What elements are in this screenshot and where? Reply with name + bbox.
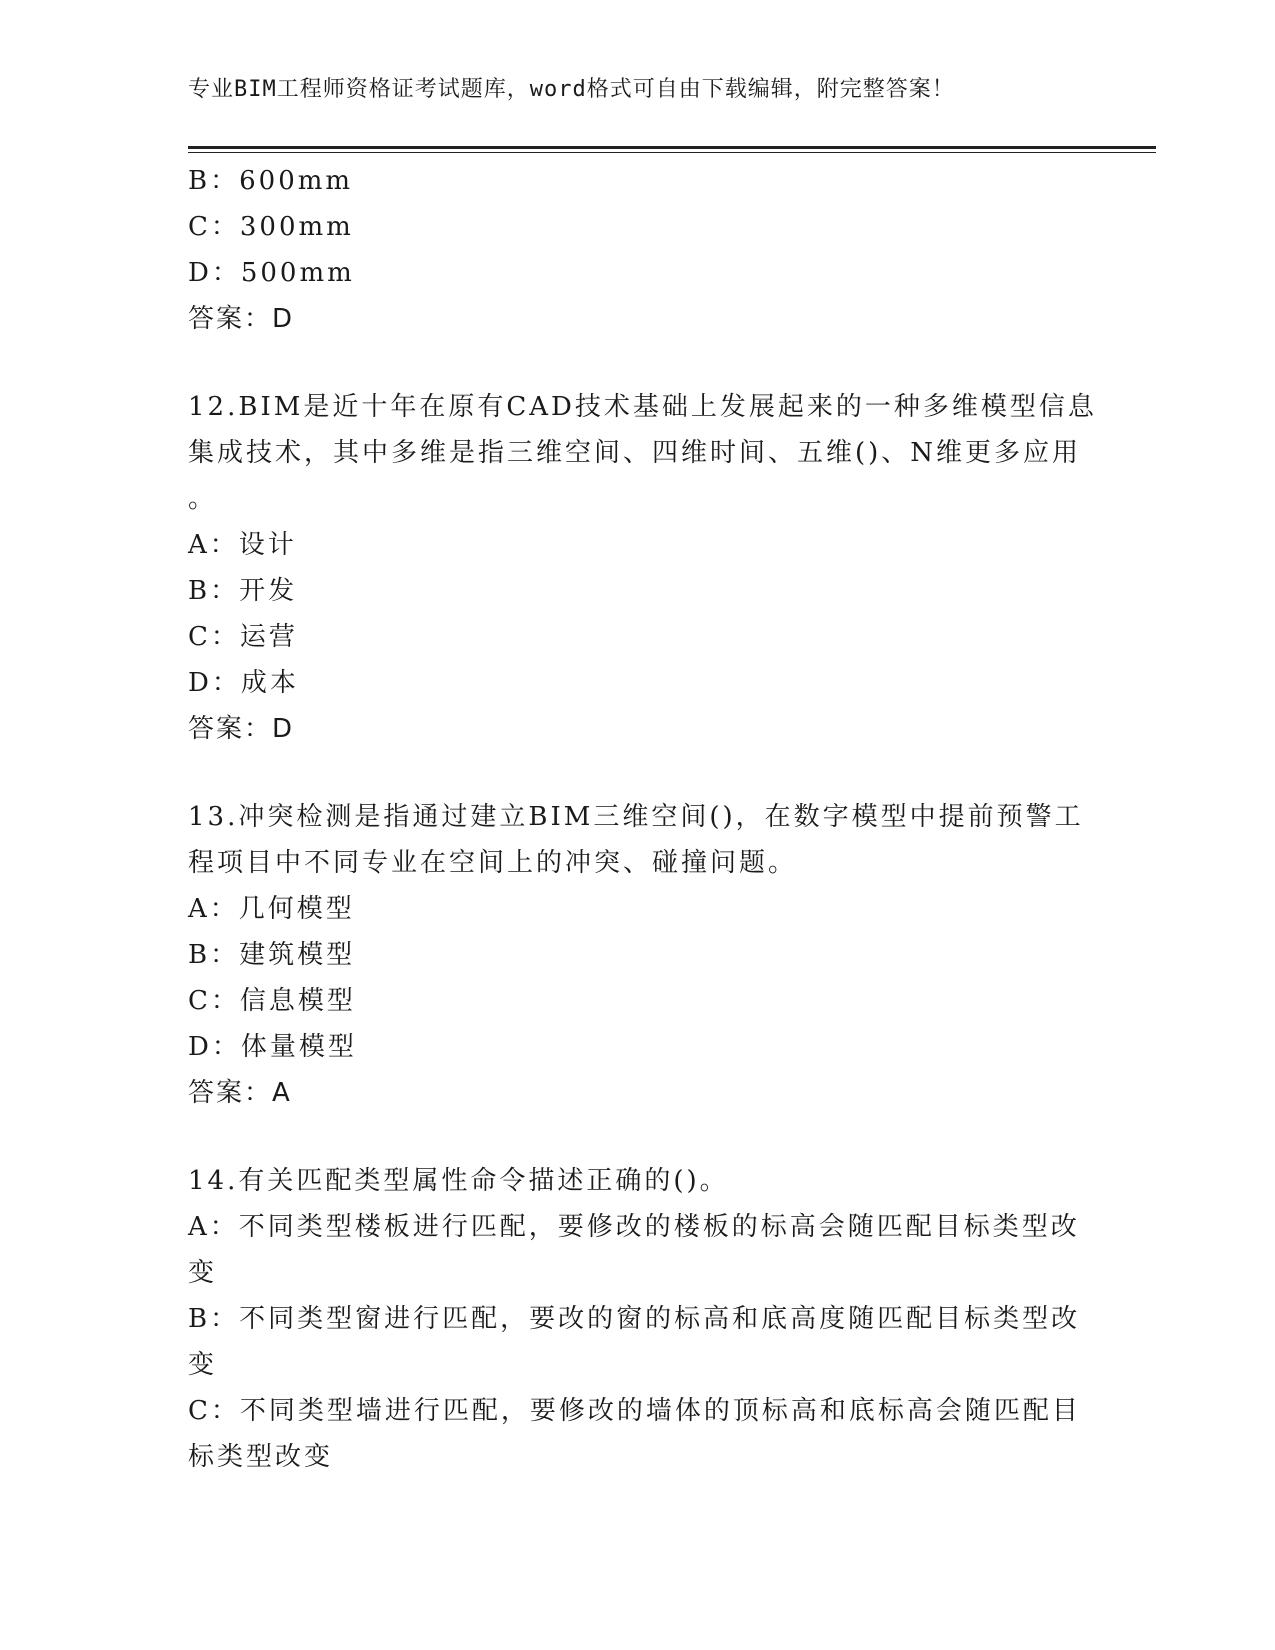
question-stem-line: 13.冲突检测是指通过建立BIM三维空间()，在数字模型中提前预警工 [188,802,1084,832]
option-line: D：成本 [188,668,299,698]
header-rule-thin [188,152,1156,153]
question-stem-line: 12.BIM是近十年在原有CAD技术基础上发展起来的一种多维模型信息 [188,392,1097,422]
page-header: 专业BIM工程师资格证考试题库，word格式可自由下载编辑，附完整答案！ [188,77,955,102]
question-stem-line: 程项目中不同专业在空间上的冲突、碰撞问题。 [188,848,798,878]
option-line: B：不同类型窗进行匹配，要改的窗的标高和底高度随匹配目标类型改 [188,1304,1081,1334]
spacer [188,1116,1088,1158]
option-line: D：500mm [188,258,355,288]
option-line: 标类型改变 [188,1442,334,1472]
option-line: C：不同类型墙进行匹配，要修改的墙体的顶标高和底标高会随匹配目 [188,1396,1081,1426]
header-rule-thick [188,146,1156,149]
option-line: A：设计 [188,530,297,560]
option-line: D：体量模型 [188,1032,357,1062]
question-stem-line: 集成技术，其中多维是指三维空间、四维时间、五维()、N维更多应用 [188,438,1082,468]
question-13 [188,794,1088,1116]
answer-line: 答案：D [188,304,295,334]
option-line: B：开发 [188,576,298,606]
answer-line: 答案：D [188,714,295,744]
question-stem-line: 14.有关匹配类型属性命令描述正确的()。 [188,1166,729,1196]
question-12 [188,384,1097,752]
option-line: B：建筑模型 [188,940,356,970]
option-line: 变 [188,1350,218,1380]
spacer [188,342,1088,384]
question-stem-line: 。 [188,484,218,514]
document-body [188,158,1097,1480]
option-line: A：不同类型楼板进行匹配，要修改的楼板的标高会随匹配目标类型改 [188,1212,1080,1242]
spacer [188,752,1088,794]
option-line: A：几何模型 [188,894,355,924]
answer-line: 答案：A [188,1078,292,1108]
option-line: C：信息模型 [188,986,356,1016]
question-11-tail [188,158,1088,342]
option-line: C：300mm [188,212,354,242]
question-14 [188,1158,1088,1480]
option-line: C：运营 [188,622,298,652]
option-line: 变 [188,1258,218,1288]
option-line: B：600mm [188,166,354,196]
